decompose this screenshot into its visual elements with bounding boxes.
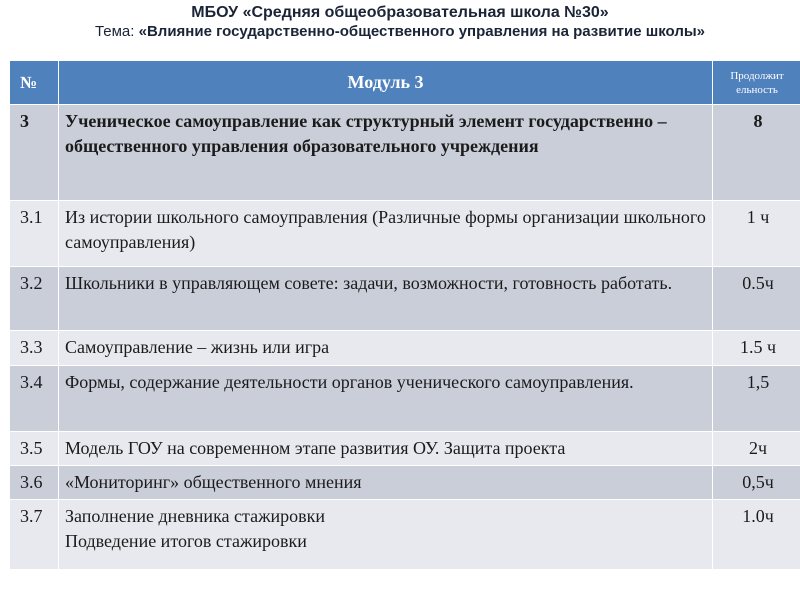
table-row <box>10 201 800 267</box>
row-title: Из истории школьного самоуправления (Различные формы организации школьного самоуправления) <box>59 201 713 267</box>
row-number: 3.4 <box>10 366 59 432</box>
row-duration: 1 ч <box>713 201 800 267</box>
table-row <box>10 267 800 331</box>
table-row <box>10 466 800 500</box>
column-header-number: № <box>10 61 59 105</box>
module-table <box>9 60 800 570</box>
row-duration: 0,5ч <box>713 466 800 500</box>
row-title: Модель ГОУ на современном этапе развития ОУ. Защита проекта <box>59 432 713 466</box>
row-title: Самоуправление – жизнь или игра <box>59 331 713 366</box>
row-duration: 1,5 <box>713 366 800 432</box>
row-number: 3 <box>10 105 59 201</box>
row-title: «Мониторинг» общественного мнения <box>59 466 713 500</box>
row-title <box>59 500 713 570</box>
topic-title: «Влияние государственно-общественного управления на развитие школы» <box>138 23 706 40</box>
topic-line <box>60 23 740 41</box>
table-row <box>10 366 800 432</box>
row-title: Ученическое самоуправление как структурный элемент государственно – общественного управления образовательного учреждения <box>59 105 713 201</box>
row-number: 3.7 <box>10 500 59 570</box>
row-number: 3.2 <box>10 267 59 331</box>
table-row <box>10 105 800 201</box>
row-title-line: Заполнение дневника стажировки <box>65 506 326 526</box>
table-row <box>10 432 800 466</box>
column-header-module: Модуль 3 <box>59 61 713 105</box>
row-title: Школьники в управляющем совете: задачи, возможности, готовность работать. <box>59 267 713 331</box>
row-number: 3.3 <box>10 331 59 366</box>
school-title: МБОУ «Средняя общеобразовательная школа №30» <box>191 4 609 21</box>
slide-header <box>0 0 800 41</box>
topic-prefix: Тема: <box>94 23 139 40</box>
row-duration: 0.5ч <box>713 267 800 331</box>
row-duration: 1.0ч <box>713 500 800 570</box>
row-duration: 1.5 ч <box>713 331 800 366</box>
table-header-row <box>10 61 800 105</box>
row-title: Формы, содержание деятельности органов ученического самоуправления. <box>59 366 713 432</box>
row-title-line: Подведение итогов стажировки <box>65 531 307 551</box>
row-duration: 8 <box>713 105 800 201</box>
row-duration: 2ч <box>713 432 800 466</box>
row-number: 3.1 <box>10 201 59 267</box>
column-header-duration: Продолжит ельность <box>713 61 800 105</box>
table-row <box>10 500 800 570</box>
row-number: 3.5 <box>10 432 59 466</box>
table-row <box>10 331 800 366</box>
row-number: 3.6 <box>10 466 59 500</box>
